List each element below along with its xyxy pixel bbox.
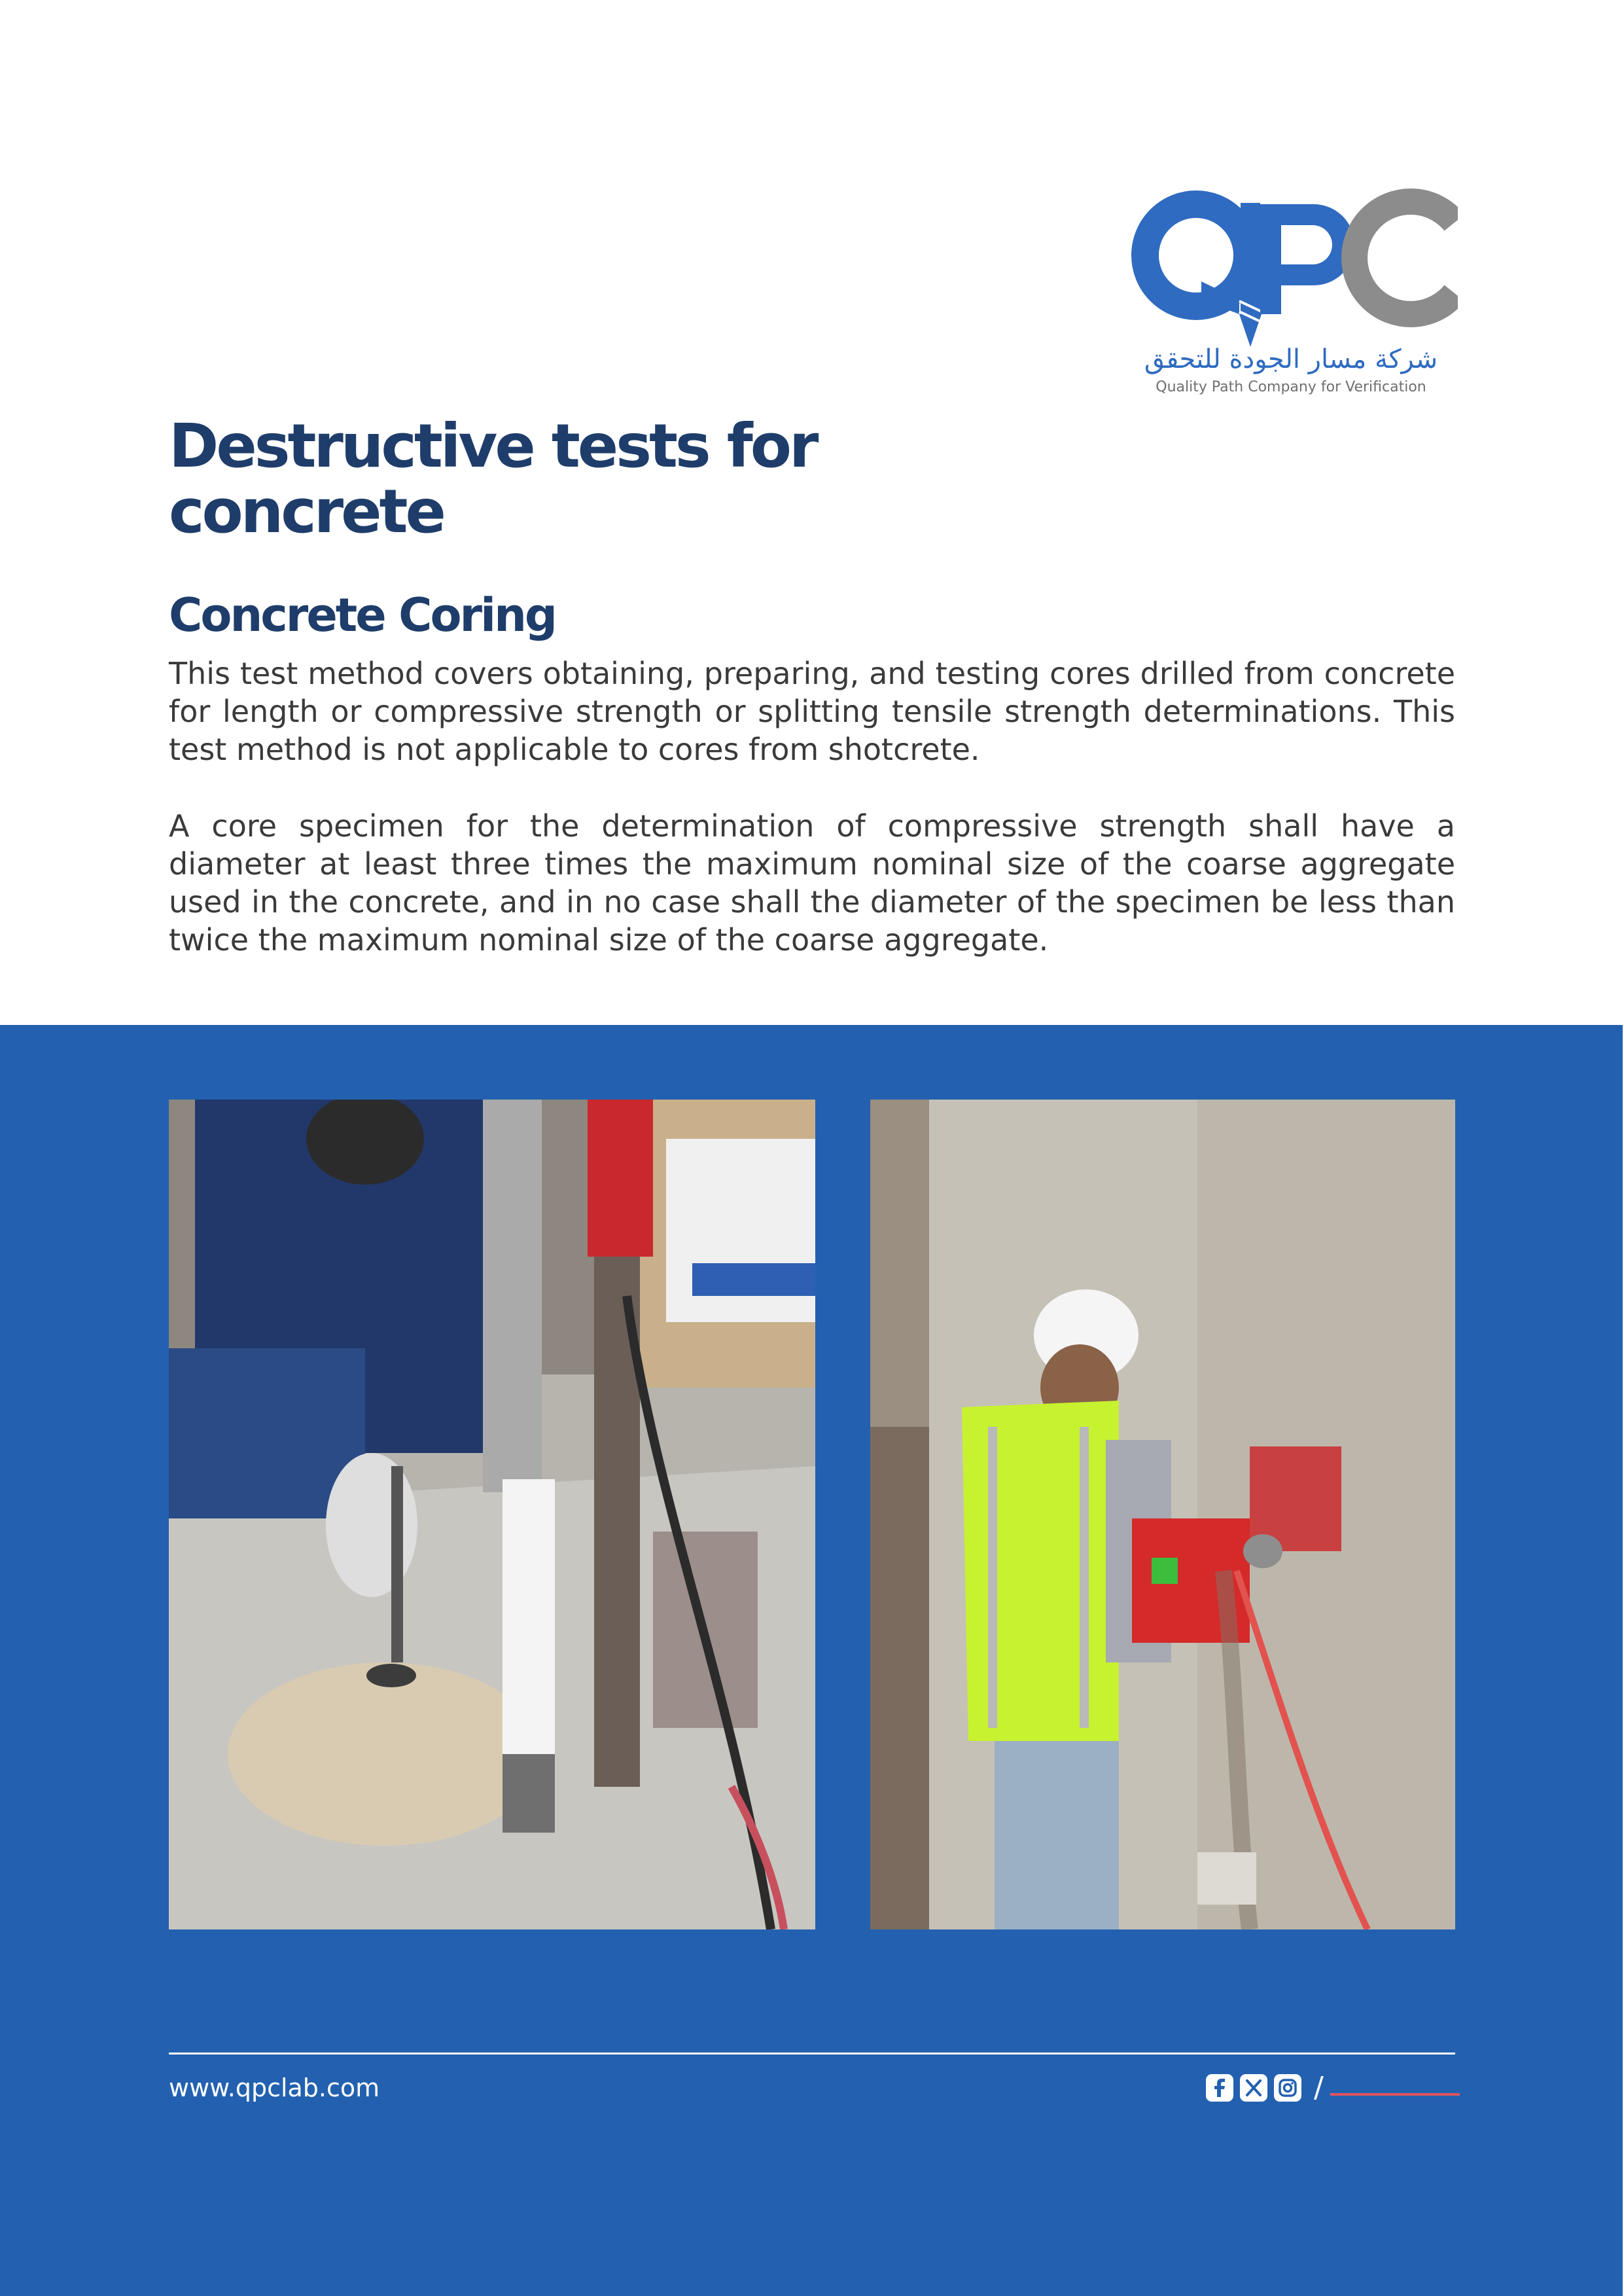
logo-arabic-name: شركة مسار الجودة للتحقق [1144, 344, 1438, 374]
section-heading: Concrete Coring [169, 588, 556, 642]
paragraph-intro: This test method covers obtaining, preparing, and testing cores drilled from concrete for length or compressive strength or splitting tensile strength determinations. This test method is not applicable to cores from shotcrete. [169, 656, 1455, 767]
website-link[interactable]: www.qpclab.com [169, 2073, 380, 2102]
photo-floor-coring [169, 1100, 815, 1929]
page-title: Destructive tests for concrete [169, 411, 817, 547]
accent-line [1330, 2093, 1460, 2096]
logo-english-name: Quality Path Company for Verification [1156, 379, 1426, 395]
company-logo [1124, 183, 1458, 399]
footer-separator: / [1314, 2071, 1324, 2104]
paragraph-specimen: A core specimen for the determination of compressive strength shall have a diameter at least three times the maximum nominal size of the coarse aggregate used in the concrete, and in no case shall the diameter of the specimen be less than twice the maximum nominal size of the coarse aggregate. [169, 808, 1455, 958]
social-links [1205, 2072, 1460, 2104]
footer-divider [169, 2053, 1455, 2054]
instagram-icon[interactable] [1273, 2073, 1302, 2102]
x-icon[interactable] [1239, 2073, 1268, 2102]
facebook-icon[interactable] [1205, 2073, 1234, 2102]
photo-wall-coring [870, 1100, 1455, 1929]
